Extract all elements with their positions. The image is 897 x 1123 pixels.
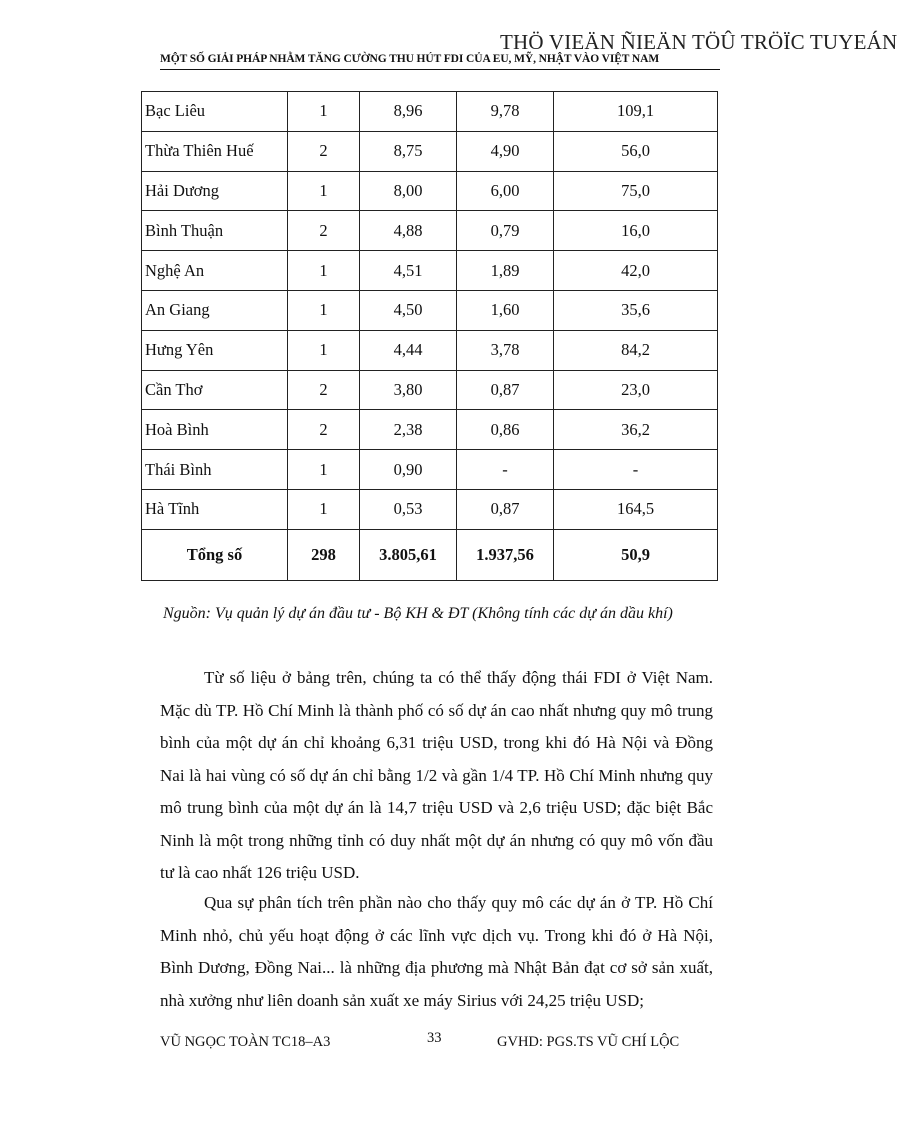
- table-cell: 4,51: [360, 251, 457, 291]
- table-row: [142, 211, 718, 251]
- table-cell: 56,0: [554, 131, 718, 171]
- table-cell: 1,60: [457, 290, 554, 330]
- table-cell: Hải Dương: [142, 171, 288, 211]
- table-cell: 36,2: [554, 410, 718, 450]
- table-cell: Cần Thơ: [142, 370, 288, 410]
- header-rule: [160, 69, 720, 70]
- table-cell: Bình Thuận: [142, 211, 288, 251]
- table-cell: 0,79: [457, 211, 554, 251]
- table-cell: 164,5: [554, 489, 718, 529]
- table-cell: 4,88: [360, 211, 457, 251]
- table-cell: 8,75: [360, 131, 457, 171]
- table-cell: 1: [288, 92, 360, 132]
- table-cell: 2,38: [360, 410, 457, 450]
- fdi-province-table: [141, 91, 718, 581]
- table-total-cell: Tổng số: [142, 529, 288, 580]
- table-cell: Nghệ An: [142, 251, 288, 291]
- table-row: [142, 251, 718, 291]
- table-cell: 84,2: [554, 330, 718, 370]
- table-cell: 1: [288, 290, 360, 330]
- table-cell: Hà Tĩnh: [142, 489, 288, 529]
- table-cell: 16,0: [554, 211, 718, 251]
- table-cell: 1: [288, 450, 360, 490]
- table-cell: 1: [288, 171, 360, 211]
- table-cell: 3,80: [360, 370, 457, 410]
- table-cell: 0,87: [457, 489, 554, 529]
- table-cell: 6,00: [457, 171, 554, 211]
- table-row: [142, 330, 718, 370]
- table-cell: 109,1: [554, 92, 718, 132]
- table-source-note: Nguồn: Vụ quản lý dự án đầu tư - Bộ KH & ĐT (Không tính các dự án dầu khí): [163, 605, 673, 622]
- table-cell: 1,89: [457, 251, 554, 291]
- table-cell: 2: [288, 131, 360, 171]
- table-total-cell: 50,9: [554, 529, 718, 580]
- table-cell: 42,0: [554, 251, 718, 291]
- watermark-text: THÖ VIEÄN ÑIEÄN TÖÛ TRÖÏC TUYEÁN: [500, 30, 897, 54]
- table-row: [142, 410, 718, 450]
- table-cell: 1: [288, 489, 360, 529]
- table-cell: 35,6: [554, 290, 718, 330]
- table-row: [142, 450, 718, 490]
- table-cell: Hưng Yên: [142, 330, 288, 370]
- running-header: MỘT SỐ GIẢI PHÁP NHẰM TĂNG CƯỜNG THU HÚT FDI CỦA EU, MỸ, NHẬT VÀO VIỆT NAM: [160, 53, 660, 65]
- table-cell: 1: [288, 330, 360, 370]
- table-row: [142, 370, 718, 410]
- table-body: [142, 92, 718, 581]
- table-total-cell: 298: [288, 529, 360, 580]
- table-cell: -: [554, 450, 718, 490]
- body-paragraph-1: Từ số liệu ở bảng trên, chúng ta có thể thấy động thái FDI ở Việt Nam. Mặc dù TP. Hồ Chí Minh là thành phố có số dự án cao nhất nhưng quy mô trung bình của một dự án chỉ khoảng 6,31 triệu USD, trong khi đó Hà Nội và Đồng Nai là hai vùng có số dự án chỉ bằng 1/2 và gần 1/4 TP. Hồ Chí Minh nhưng quy mô trung bình của một dự án là 14,7 triệu USD và 2,6 triệu USD; đặc biệt Bắc Ninh là một trong những tỉnh có duy nhất một dự án nhưng có quy mô vốn đầu tư là cao nhất 126 triệu USD.: [160, 668, 713, 882]
- table-cell: Thái Bình: [142, 450, 288, 490]
- page-number: 33: [427, 1030, 442, 1046]
- table-cell: Thừa Thiên Huế: [142, 131, 288, 171]
- table-cell: 0,87: [457, 370, 554, 410]
- table-cell: 3,78: [457, 330, 554, 370]
- table-cell: 2: [288, 370, 360, 410]
- table-total-row: [142, 529, 718, 580]
- table-cell: -: [457, 450, 554, 490]
- table-cell: An Giang: [142, 290, 288, 330]
- table-total-cell: 1.937,56: [457, 529, 554, 580]
- footer-author: VŨ NGỌC TOÀN TC18–A3: [160, 1034, 331, 1050]
- table-cell: 8,96: [360, 92, 457, 132]
- table-row: [142, 489, 718, 529]
- table-cell: 2: [288, 211, 360, 251]
- table-cell: 8,00: [360, 171, 457, 211]
- table-row: [142, 131, 718, 171]
- table-cell: 0,86: [457, 410, 554, 450]
- footer-advisor: GVHD: PGS.TS VŨ CHÍ LỘC: [497, 1034, 680, 1050]
- table-total-cell: 3.805,61: [360, 529, 457, 580]
- body-paragraph-2: Qua sự phân tích trên phần nào cho thấy quy mô các dự án ở TP. Hồ Chí Minh nhỏ, chủ yếu hoạt động ở các lĩnh vực dịch vụ. Trong khi đó ở Hà Nội, Bình Dương, Đồng Nai... là những địa phương mà Nhật Bản đạt cơ sở sản xuất, nhà xưởng như liên doanh sản xuất xe máy Sirius với 24,25 triệu USD;: [160, 893, 713, 1010]
- table-cell: 2: [288, 410, 360, 450]
- table-row: [142, 290, 718, 330]
- table-cell: Bạc Liêu: [142, 92, 288, 132]
- table-cell: 23,0: [554, 370, 718, 410]
- table-row: [142, 171, 718, 211]
- table-cell: 4,90: [457, 131, 554, 171]
- table-cell: 0,53: [360, 489, 457, 529]
- table-row: [142, 92, 718, 132]
- table-cell: 9,78: [457, 92, 554, 132]
- table-cell: 75,0: [554, 171, 718, 211]
- table-cell: 4,44: [360, 330, 457, 370]
- table-cell: Hoà Bình: [142, 410, 288, 450]
- table-cell: 1: [288, 251, 360, 291]
- table-cell: 4,50: [360, 290, 457, 330]
- table-cell: 0,90: [360, 450, 457, 490]
